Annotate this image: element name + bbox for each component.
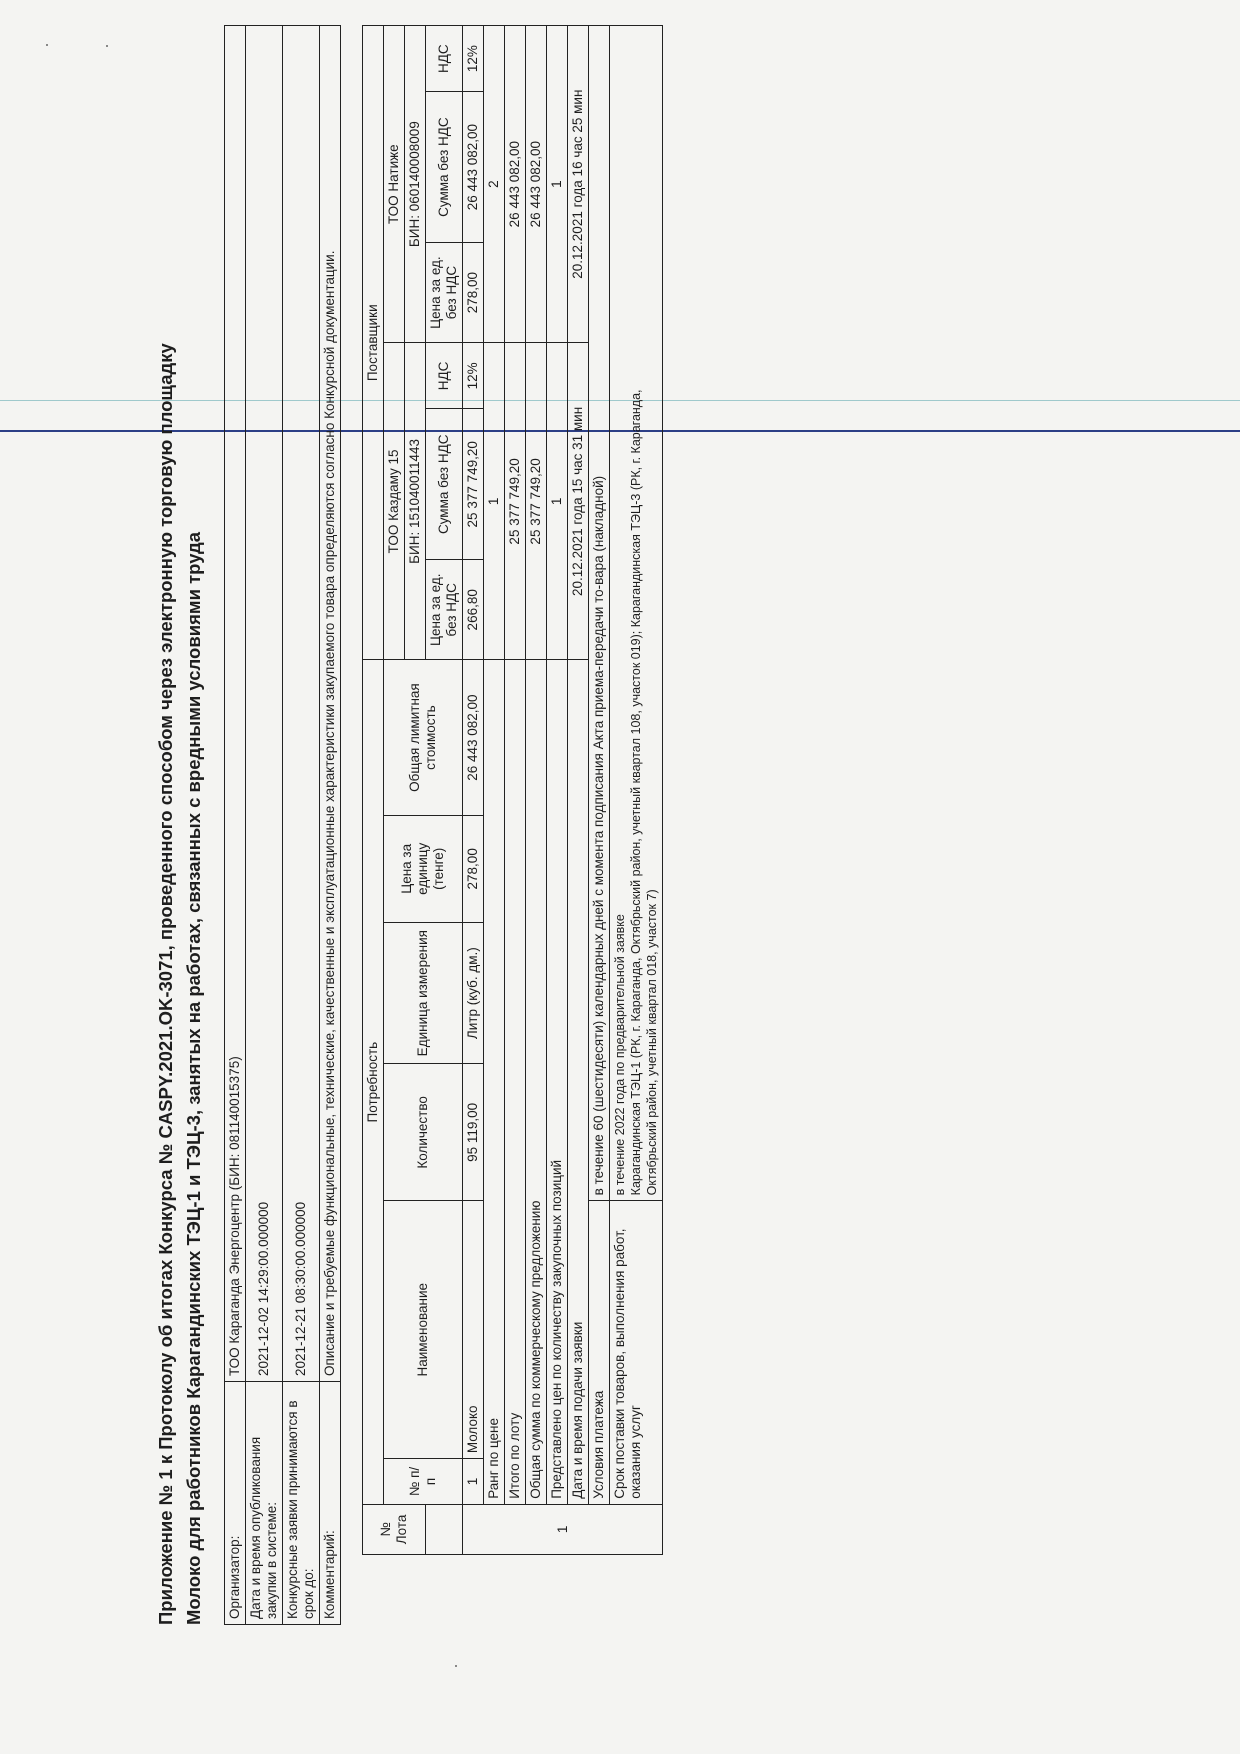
item-quantity: 95 119,00 [463, 1064, 484, 1201]
procurement-info-table [224, 25, 341, 1625]
total-offer-row [526, 26, 547, 1555]
positions-row [547, 26, 568, 1555]
submitted-row [568, 26, 589, 1555]
delivery-label: Срок поставки товаров, выполнения работ, оказания услуг [610, 1201, 663, 1504]
unit-header: Единица измерения [384, 922, 463, 1063]
supplier-2-total-offer: 26 443 082,00 [526, 26, 547, 343]
supplier-2-sum: 26 443 082,00 [463, 92, 484, 243]
limit-cost-header: Общая лимитная стоимость [384, 660, 463, 815]
submitted-label: Дата и время подачи заявки [568, 660, 589, 1504]
delivery-line-3: Октябрьский район, учетный квартал 018, участок 7) [645, 889, 659, 1196]
title-line-2: Молоко для работников Карагандинских ТЭЦ-1 и ТЭЦ-3, занятых на работах, связанных с вредными условиями труда [183, 531, 204, 1625]
unit-price-header: Цена за единицу (тенге) [384, 815, 463, 922]
item-unit-price: 278,00 [463, 815, 484, 922]
supplier-2-rank: 2 [484, 26, 505, 343]
item-limit-cost: 26 443 082,00 [463, 660, 484, 815]
supplier-2-name: ТОО Натиже [384, 26, 405, 343]
organizer-label: Организатор: [225, 1382, 246, 1625]
supplier-1-vat-header: НДС [426, 343, 463, 409]
supplier-1-rank: 1 [484, 343, 505, 660]
delivery-line-1: в течение 2022 года по предварительной заявке [613, 914, 627, 1196]
supplier-2-price-header: Цена за ед. без НДС [426, 242, 463, 342]
item-number-header: № п/п [384, 1459, 463, 1505]
rotated-document-page [152, 0, 1240, 1655]
total-lot-row [505, 26, 526, 1555]
item-name: Молоко [463, 1201, 484, 1459]
supplier-2-sum-header: Сумма без НДС [426, 92, 463, 243]
supplier-2-positions: 1 [547, 26, 568, 343]
suppliers-header: Поставщики [363, 26, 384, 660]
info-row-published [246, 26, 283, 1625]
supplier-2-vat-header: НДС [426, 26, 463, 92]
payment-value: в течение 60 (шестидесяти) календарных дней с момента подписания Акта приема-передачи то-вара (накладной) [589, 26, 610, 1201]
document-title [152, 25, 208, 1625]
header-row-suppliers [384, 26, 405, 1555]
delivery-value [610, 26, 663, 1201]
info-row-deadline [283, 26, 320, 1625]
payment-label: Условия платежа [589, 1201, 610, 1504]
deadline-value: 2021-12-21 08:30:00.000000 [283, 26, 320, 1382]
scan-speck [46, 44, 48, 46]
published-label: Дата и время опубликования закупки в системе: [246, 1382, 283, 1625]
lot-header-spacer [426, 1504, 463, 1554]
delivery-row [610, 26, 663, 1555]
header-row-groups [363, 26, 384, 1555]
item-unit: Литр (куб. дм.) [463, 922, 484, 1063]
positions-label: Представлено цен по количеству закупочных позиций [547, 660, 568, 1504]
supplier-2-unit-price: 278,00 [463, 242, 484, 342]
supplier-1-submitted: 20.12.2021 года 15 час 31 мин [568, 343, 589, 660]
quantity-header: Количество [384, 1064, 463, 1201]
supplier-1-positions: 1 [547, 343, 568, 660]
lot-number: 1 [463, 1504, 663, 1554]
total-offer-label: Общая сумма по коммерческому предложению [526, 660, 547, 1504]
total-lot-label: Итого по лоту [505, 660, 526, 1504]
comment-label: Комментарий: [320, 1382, 341, 1625]
supplier-2-submitted: 20.12.2021 года 16 час 25 мин [568, 26, 589, 343]
rank-label: Ранг по цене [484, 660, 505, 1504]
name-header: Наименование [384, 1201, 463, 1459]
comment-value: Описание и требуемые функциональные, технические, качественные и эксплуатационные характеристики закупаемого товара определяются согласно Конкурсной документации. [320, 26, 341, 1382]
delivery-line-2: Карагандинская ТЭЦ-1 (РК, г. Караганда, Октябрьский район, учетный квартал 108, участок 019); Карагандинская ТЭЦ-3 (РК, г. Караганда, [629, 389, 643, 1196]
title-line-1: Приложение № 1 к Протоколу об итогах Конкурса № CASPY.2021.OK-3071, проведенного способом через электронную торговую площадку [155, 343, 176, 1625]
item-number: 1 [463, 1459, 484, 1505]
supplier-1-vat: 12% [463, 343, 484, 409]
deadline-label: Конкурсные заявки принимаются в срок до: [283, 1382, 320, 1625]
scan-speck [455, 1665, 457, 1667]
rank-row [484, 26, 505, 1555]
lot-number-header: № Лота [363, 1504, 426, 1554]
info-row-comment [320, 26, 341, 1625]
supplier-1-sum-header: Сумма без НДС [426, 409, 463, 560]
need-header: Потребность [363, 660, 384, 1504]
supplier-1-name: ТОО Каздаму 15 [384, 343, 405, 660]
published-value: 2021-12-02 14:29:00.000000 [246, 26, 283, 1382]
supplier-1-unit-price: 266,80 [463, 560, 484, 660]
payment-row [589, 26, 610, 1555]
supplier-2-vat: 12% [463, 26, 484, 92]
organizer-value: ТОО Караганда Энергоцентр (БИН: 081140015375) [225, 26, 246, 1382]
bids-table [362, 25, 663, 1555]
info-row-organizer [225, 26, 246, 1625]
supplier-1-bin: БИН: 151040011443 [405, 343, 426, 660]
supplier-1-sum: 25 377 749,20 [463, 409, 484, 560]
supplier-2-total-lot: 26 443 082,00 [505, 26, 526, 343]
item-row [463, 26, 484, 1555]
supplier-1-total-lot: 25 377 749,20 [505, 343, 526, 660]
scan-speck [106, 45, 108, 47]
supplier-2-bin: БИН: 060140008009 [405, 26, 426, 343]
supplier-1-price-header: Цена за ед. без НДС [426, 560, 463, 660]
supplier-1-total-offer: 25 377 749,20 [526, 343, 547, 660]
